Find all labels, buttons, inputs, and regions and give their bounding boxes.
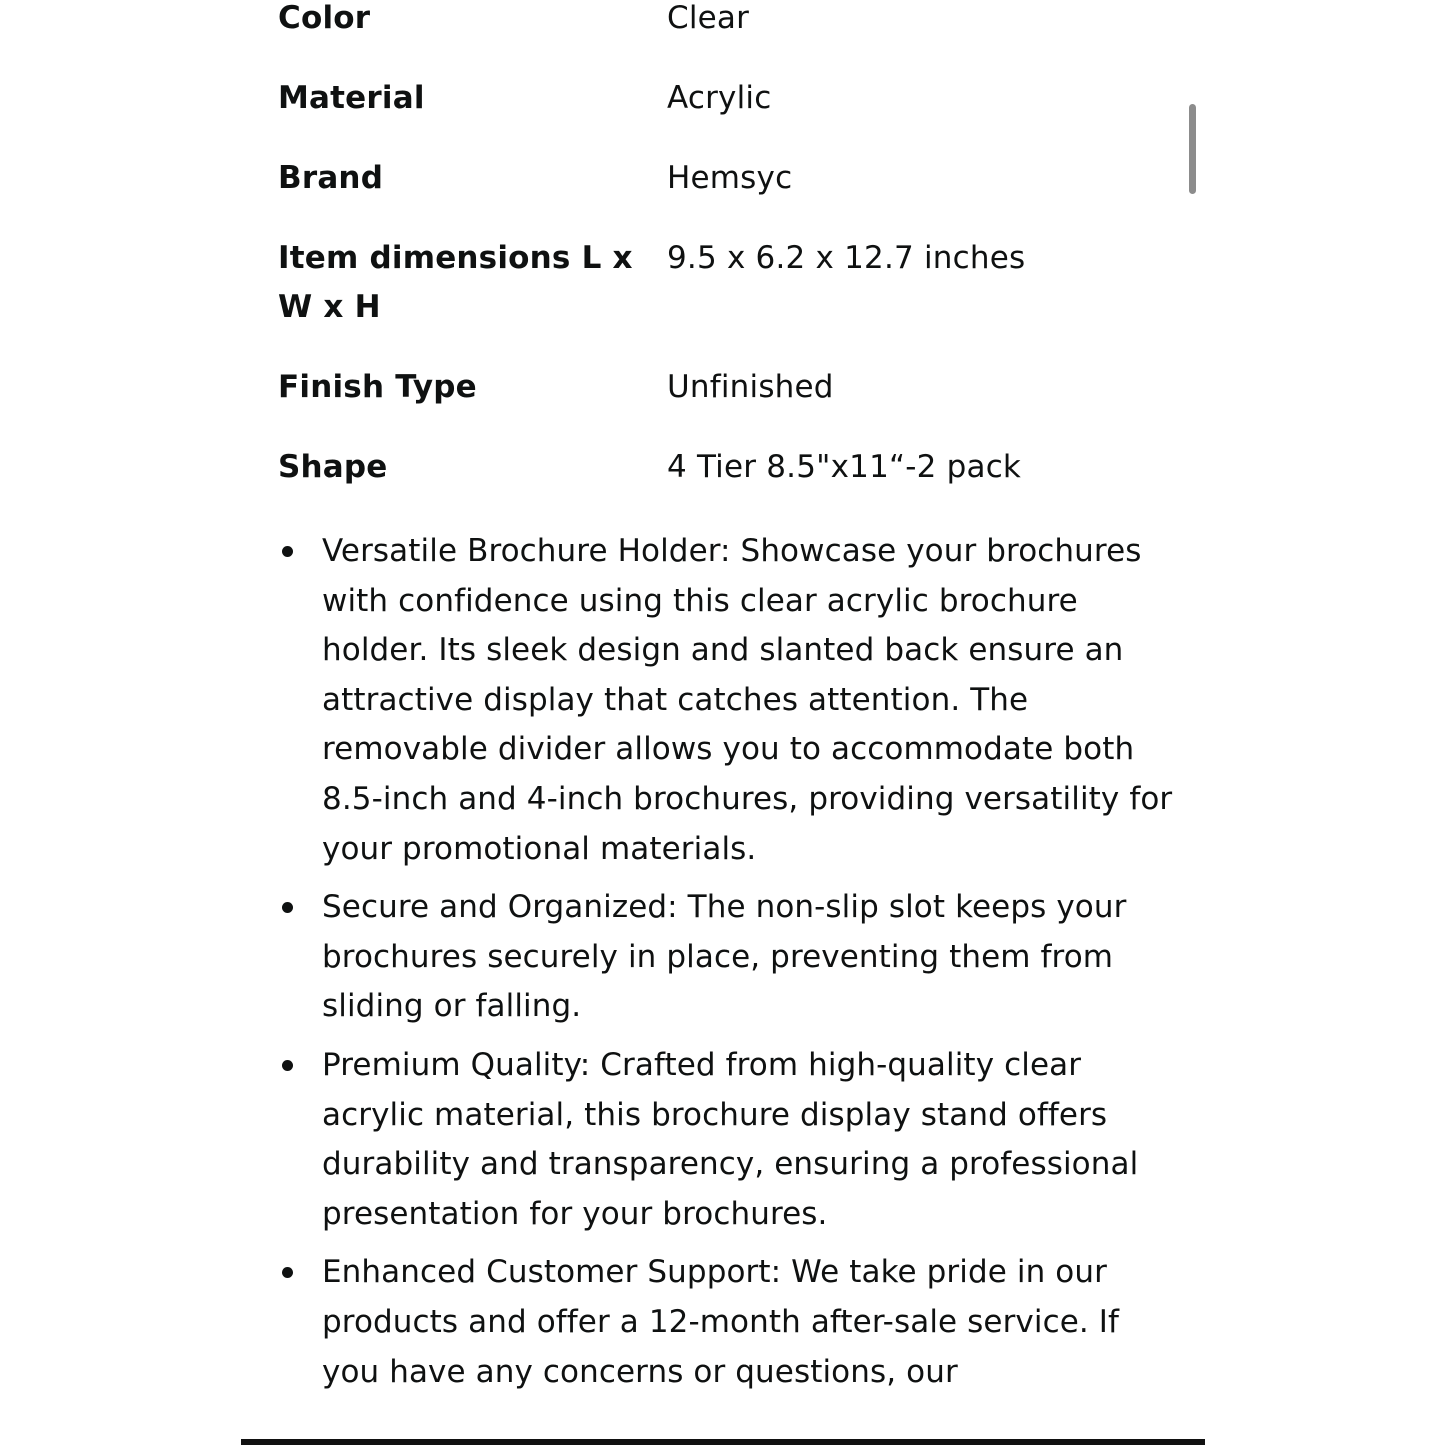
product-specs-table	[278, 0, 1158, 523]
list-item	[278, 1041, 1178, 1239]
bullet-dot-icon	[282, 1267, 293, 1278]
spec-row-material	[278, 74, 1158, 123]
spec-label: Color	[278, 0, 371, 36]
spec-label: Finish Type	[278, 369, 477, 405]
spec-label: Shape	[278, 449, 388, 485]
bullet-text: Enhanced Customer Support: We take pride in our products and offer a 12-month after-sale service. If you have any concerns or questions, our	[322, 1254, 1120, 1390]
spec-row-color	[278, 0, 1158, 43]
spec-value: 4 Tier 8.5"x11“-2 pack	[667, 449, 1022, 485]
bottom-edge	[241, 1439, 1205, 1445]
feature-bullet-list	[278, 527, 1178, 1406]
spec-label: Material	[278, 80, 425, 116]
bullet-text: Versatile Brochure Holder: Showcase your brochures with confidence using this clear acrylic brochure holder. Its sleek design and slanted back ensure an attractive display that catches attention. The removable divider allows you to accommodate both 8.5-inch and 4-inch brochures, providing versatility for your promotional materials.	[322, 533, 1173, 867]
spec-row-shape	[278, 443, 1158, 492]
spec-value: 9.5 x 6.2 x 12.7 inches	[667, 240, 1026, 276]
bullet-text: Premium Quality: Crafted from high-quality clear acrylic material, this brochure display stand offers durability and transparency, ensuring a professional presentation for your brochures.	[322, 1046, 1139, 1232]
spec-value: Clear	[667, 0, 750, 36]
spec-row-finish-type	[278, 363, 1158, 412]
spec-row-dimensions	[278, 234, 1158, 332]
spec-label: Brand	[278, 160, 384, 196]
bullet-text: Secure and Organized: The non-slip slot keeps your brochures securely in place, preventing them from sliding or falling.	[322, 889, 1127, 1025]
bullet-dot-icon	[282, 546, 293, 557]
list-item	[278, 1248, 1178, 1397]
spec-value: Unfinished	[667, 369, 834, 405]
spec-value: Hemsyc	[667, 160, 793, 196]
spec-value: Acrylic	[667, 80, 772, 116]
list-item	[278, 883, 1178, 1032]
list-item	[278, 527, 1178, 874]
scrollbar-thumb[interactable]	[1189, 104, 1196, 194]
product-details-screen	[241, 0, 1205, 1445]
bullet-dot-icon	[282, 902, 293, 913]
spec-row-brand	[278, 154, 1158, 203]
spec-label: Item dimensions L x W x H	[278, 240, 633, 325]
bullet-dot-icon	[282, 1060, 293, 1071]
